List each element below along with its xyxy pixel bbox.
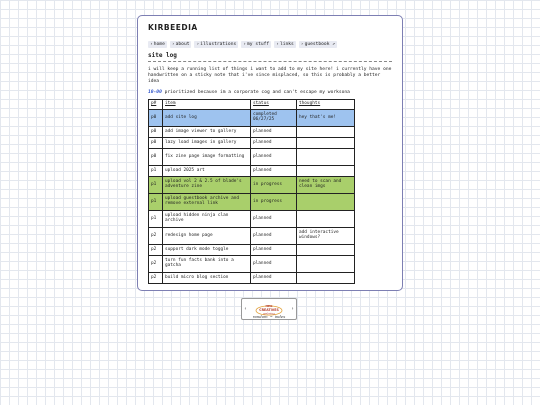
row-thoughts — [297, 273, 355, 284]
header-priority: p# — [149, 100, 163, 110]
row-thoughts — [297, 166, 355, 177]
row-priority: p2 — [149, 256, 163, 273]
webring-links — [242, 314, 296, 319]
row-status: planned — [251, 138, 297, 149]
nav-illustrations-link[interactable] — [194, 41, 238, 48]
webring-badge[interactable] — [254, 301, 284, 316]
row-thoughts — [297, 127, 355, 138]
row-thoughts — [297, 149, 355, 166]
row-thoughts: hey that's me! — [297, 110, 355, 127]
header-status: status — [251, 100, 297, 110]
webring-prev-arrow-icon[interactable]: ‹ — [244, 306, 248, 312]
row-thoughts — [297, 138, 355, 149]
table-row — [149, 256, 355, 273]
row-priority: p1 — [149, 166, 163, 177]
row-status: planned — [251, 166, 297, 177]
title-divider — [148, 61, 392, 62]
row-item: turn fun facts bank into a gatcha — [163, 256, 251, 273]
nav-about-link[interactable] — [170, 41, 192, 48]
intro-text: i will keep a running list of things i want to add to my site here! i currently have one handwritten on a sticky note that i've since misplaced, so this is probably a better idea — [148, 67, 392, 84]
nav-label: links — [279, 42, 294, 47]
nav-bar — [148, 41, 392, 48]
badge-line-3: webring — [263, 311, 275, 316]
row-status: planned — [251, 273, 297, 284]
nav-label: illustrations — [200, 42, 237, 47]
row-thoughts — [297, 194, 355, 211]
table-row — [149, 138, 355, 149]
row-item: upload guestbook archive and remove external link — [163, 194, 251, 211]
site-title[interactable]: KIRBEEDIA — [148, 23, 198, 32]
row-item: build micro blog section — [163, 273, 251, 284]
nav-label: home — [153, 42, 165, 47]
nav-label: about — [175, 42, 190, 47]
note-date: 10-00 — [148, 90, 162, 95]
row-status: planned — [251, 245, 297, 256]
nav-label: my stuff — [247, 42, 270, 47]
row-priority: p2 — [149, 245, 163, 256]
row-status: in progress — [251, 177, 297, 194]
table-row — [149, 194, 355, 211]
row-status: in progress — [251, 194, 297, 211]
row-status: planned — [251, 256, 297, 273]
table-row — [149, 110, 355, 127]
row-thoughts — [297, 256, 355, 273]
chevron-right-icon: › — [171, 42, 175, 47]
nav-label: guestbook ↗ — [304, 42, 335, 47]
row-item: fix zine page image formatting — [163, 149, 251, 166]
webring-separator: ~ — [269, 314, 273, 319]
row-item: redesign home page — [163, 228, 251, 245]
header-item: item — [163, 100, 251, 110]
page-title: site log — [148, 52, 177, 59]
badge-line-1: HEG — [265, 304, 273, 309]
webring-random-link[interactable]: random — [252, 314, 268, 319]
row-item: upload vol 2 & 2.5 of blade's adventure zine — [163, 177, 251, 194]
chevron-right-icon: › — [243, 42, 247, 47]
main-card — [137, 15, 403, 291]
header-thoughts: thoughts — [297, 100, 355, 110]
row-priority: p0 — [149, 127, 163, 138]
row-item: upload hidden ninja clan archive — [163, 211, 251, 228]
row-status: planned — [251, 127, 297, 138]
row-item: lazy load images in gallery — [163, 138, 251, 149]
row-thoughts — [297, 211, 355, 228]
chevron-right-icon: › — [300, 42, 304, 47]
note-text: prioritized because im a corporate cog and can't escape my worksona — [164, 90, 350, 95]
table-row — [149, 166, 355, 177]
row-priority: p0 — [149, 138, 163, 149]
nav-my-stuff-link[interactable] — [241, 41, 271, 48]
chevron-right-icon: › — [150, 42, 153, 47]
row-priority: p2 — [149, 273, 163, 284]
row-priority: p1 — [149, 194, 163, 211]
row-priority: p2 — [149, 228, 163, 245]
table-row — [149, 228, 355, 245]
row-status: completed 06/27/25 — [251, 110, 297, 127]
row-priority: p0 — [149, 149, 163, 166]
table-row — [149, 273, 355, 284]
table-row — [149, 127, 355, 138]
row-status: planned — [251, 228, 297, 245]
row-priority: p1 — [149, 177, 163, 194]
table-row — [149, 211, 355, 228]
row-item: upload 2025 art — [163, 166, 251, 177]
row-item: support dark mode toggle — [163, 245, 251, 256]
row-thoughts — [297, 245, 355, 256]
table-row — [149, 177, 355, 194]
webring-next-arrow-icon[interactable]: › — [290, 306, 294, 312]
badge-line-2: CREATIVES — [259, 308, 279, 312]
nav-home-link[interactable] — [148, 41, 167, 48]
webring-widget — [241, 298, 297, 320]
webring-index-link[interactable]: index — [274, 314, 286, 319]
nav-links-link[interactable] — [274, 41, 296, 48]
row-status: planned — [251, 211, 297, 228]
priority-note — [148, 90, 392, 95]
row-thoughts: need to scan and clean imgs — [297, 177, 355, 194]
row-item: add site log — [163, 110, 251, 127]
row-thoughts: add interactive windows? — [297, 228, 355, 245]
table-header-row — [149, 100, 355, 110]
chevron-right-icon: › — [196, 42, 200, 47]
row-priority: p1 — [149, 211, 163, 228]
nav-guestbook-link[interactable] — [299, 41, 337, 48]
table-row — [149, 149, 355, 166]
row-priority: p0 — [149, 110, 163, 127]
site-log-table — [148, 99, 355, 284]
table-row — [149, 245, 355, 256]
row-item: add image viewer to gallery — [163, 127, 251, 138]
chevron-right-icon: › — [276, 42, 279, 47]
row-status: planned — [251, 149, 297, 166]
